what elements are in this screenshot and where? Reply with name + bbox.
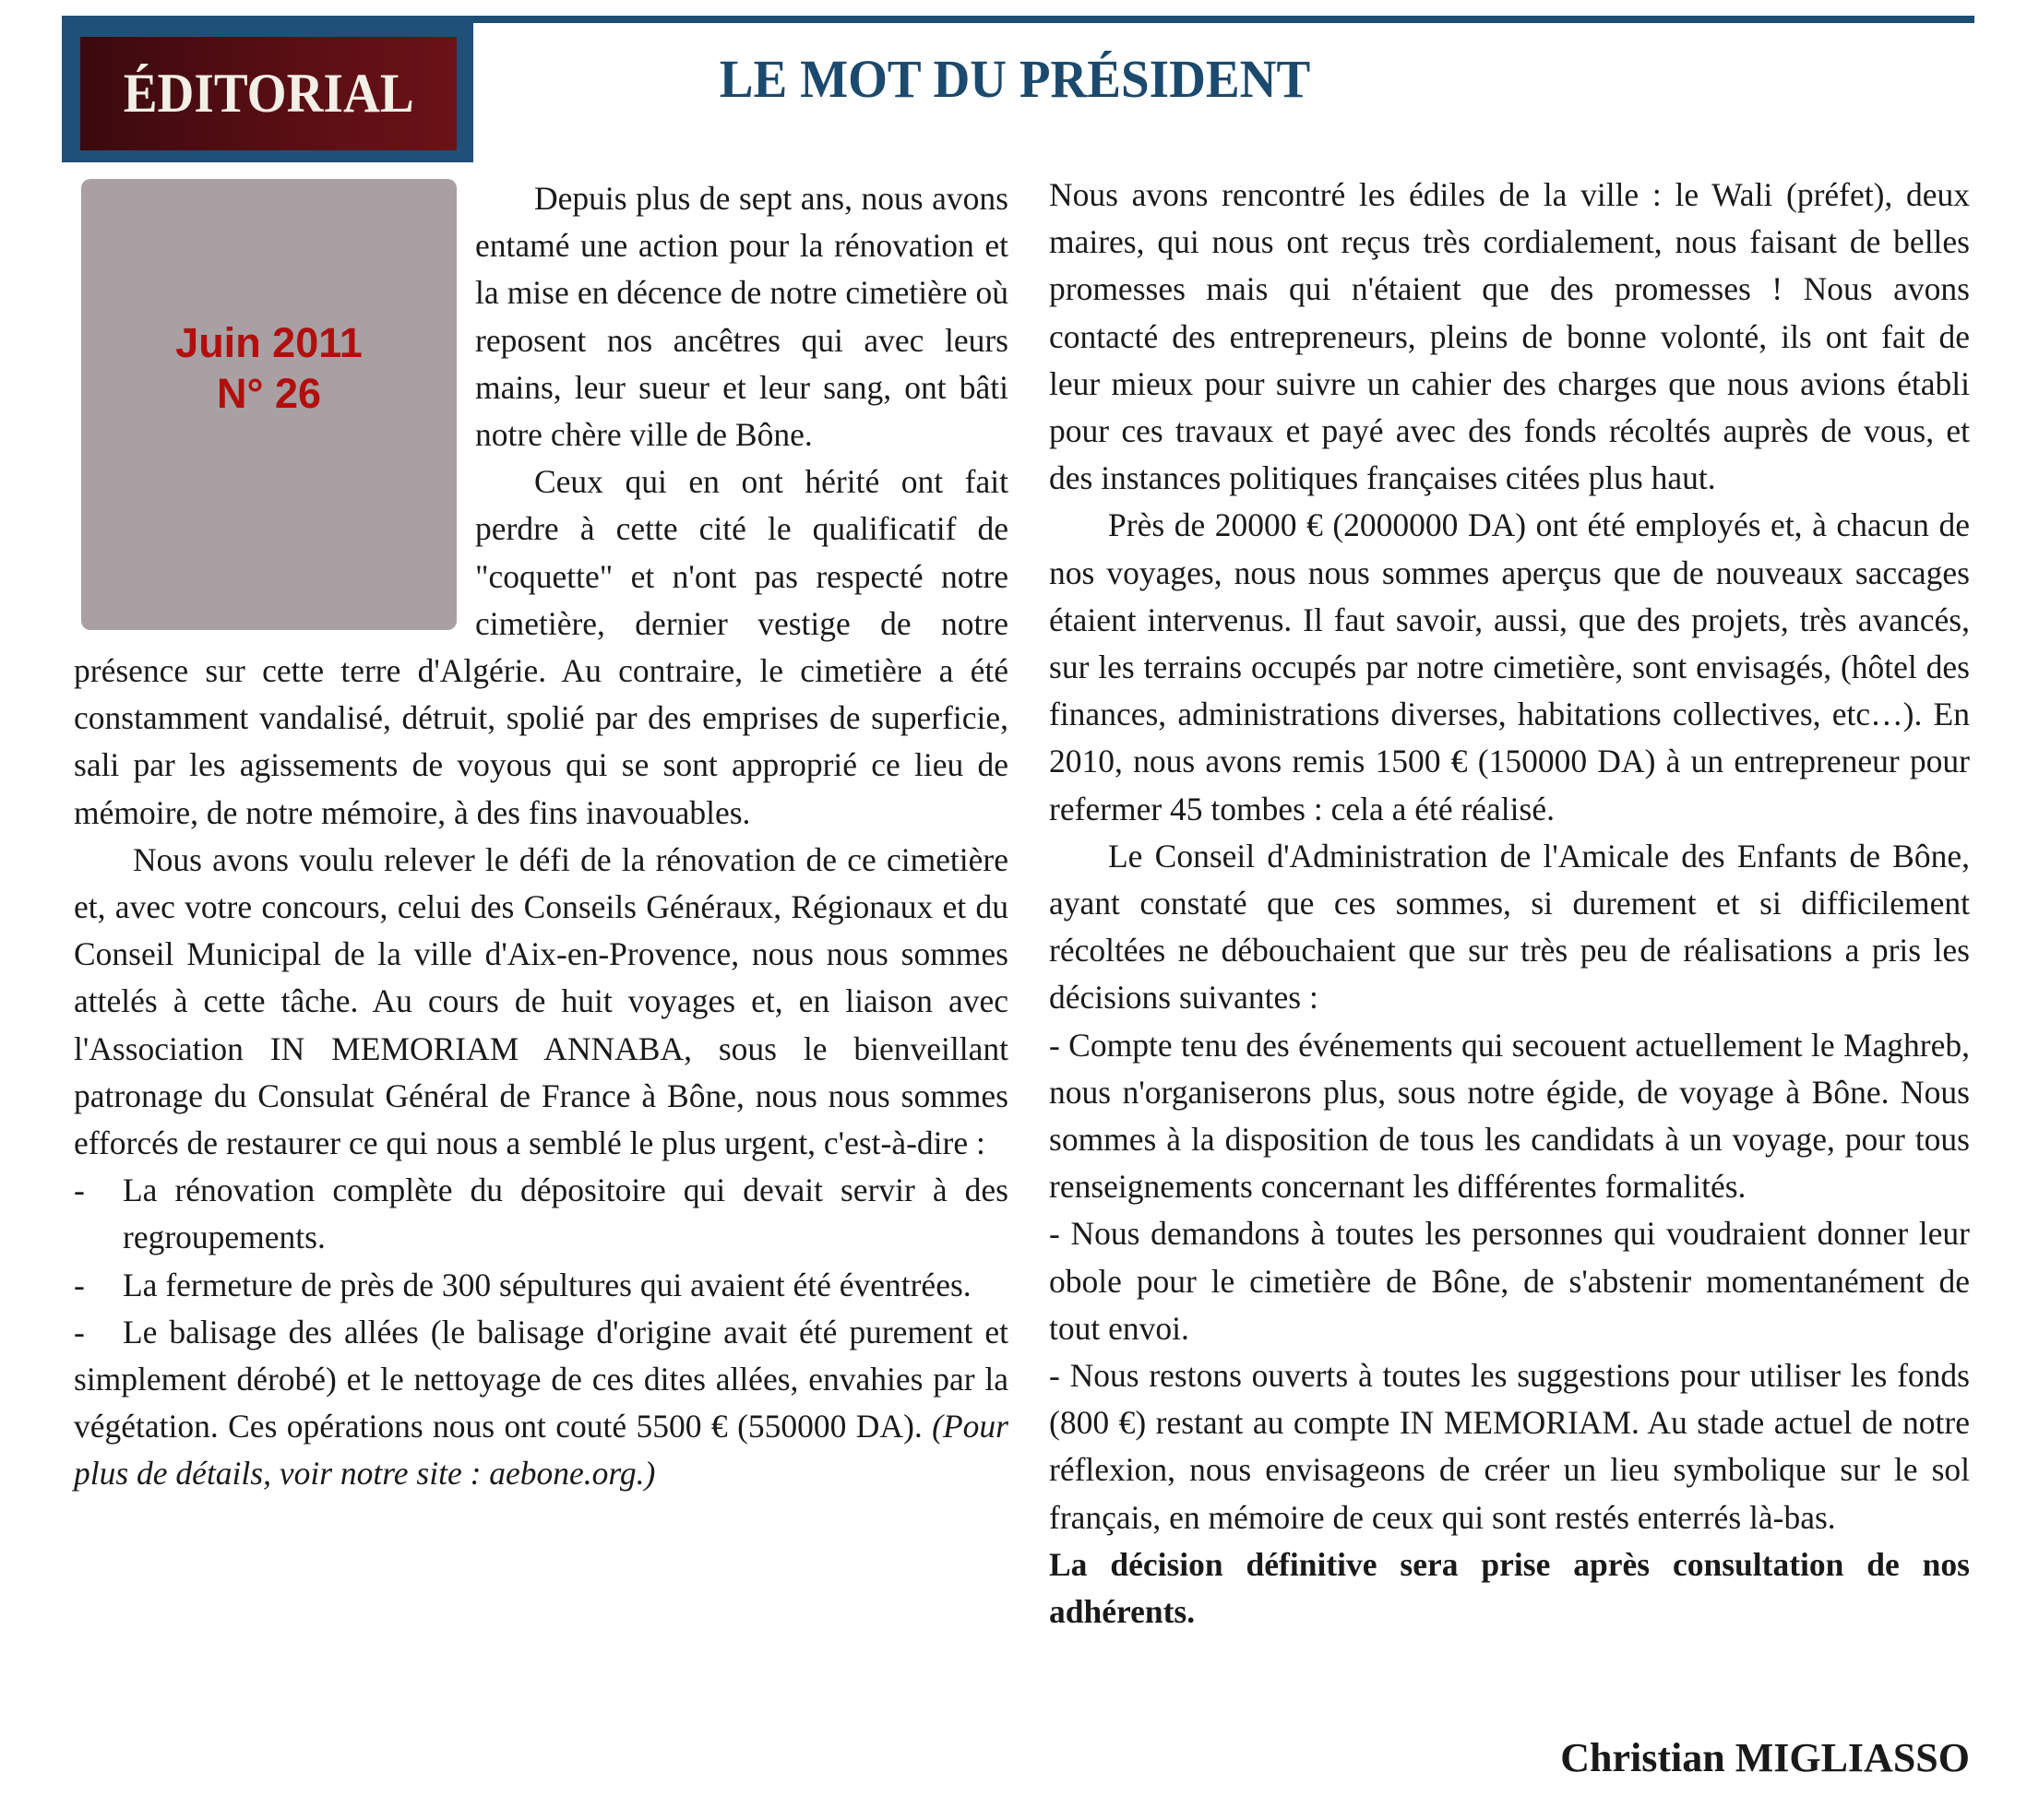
section-label-box [80,37,457,150]
page-title: LE MOT DU PRÉSIDENT [719,49,1311,109]
decision-item: - Compte tenu des événements qui secouent actuellement le Maghreb, nous n'organiserons plus, sous notre égide, de voyage à Bône. Nous sommes à la disposition de tous les candidats à un voyage, pour tous renseignements concernant les différentes formalités. [1049,1026,1970,1206]
issue-box [81,179,457,630]
paragraph: Depuis plus de sept ans, nous avons entamé une action pour la rénovation et la mise en décence de notre cimetière où reposent nos ancêtres qui avec leurs mains, leur sueur et leur sang, ont bâti notre chère ville de Bône. [475,180,1008,454]
right-column [1049,172,1970,1636]
paragraph: Près de 20000 € (2000000 DA) ont été employés et, à chacun de nos voyages, nous nous sommes aperçus que de nouveaux saccages étaient intervenus. Il faut savoir, aussi, que des projets, très avancés, sur les terrains occupés par notre cimetière, sont envisagés, (hôtel des finances, administrations diverses, habitations collectives, etc…). En 2010, nous avons remis 1500 € (150000 DA) à un entrepreneur pour refermer 45 tombes : cela a été réalisé. [1049,506,1970,827]
paragraph: Ceux qui en ont hérité ont fait perdre à cette cité le qualificatif de "coquette" et n'ont pas respecté notre cimetière, dernier vestige de notre présence sur cette terre d'Algérie. Au contraire, le cimetière a été constamment vandalisé, détruit, spolié par des emprises de superficie, sali par les agissements de voyous qui se sont approprié ce lieu de mémoire, de notre mémoire, à des fins inavouables. [74,463,1008,831]
paragraph: Le Conseil d'Administration de l'Amicale des Enfants de Bône, ayant constaté que ces sommes, si durement et si difficilement récoltées ne débouchaient que sur très peu de réalisations a pris les décisions suivantes : [1049,837,1970,1017]
signature: Christian MIGLIASSO [1560,1735,1970,1780]
left-column [74,175,1008,1498]
website-reference: (Pour plus de détails, voir notre site : aebone.org.) [74,1408,1008,1493]
section-label-frame [62,16,473,162]
decision-item: - Nous demandons à toutes les personnes qui voudraient donner leur obole pour le cimetière de Bône, de s'abstenir momentanément de tout envoi. [1049,1215,1970,1347]
list-item: - La rénovation complète du dépositoire qui devait servir à des regroupements. [74,1172,1008,1256]
paragraph: Nous avons rencontré les édiles de la ville : le Wali (préfet), deux maires, qui nous ont reçus très cordialement, nous faisant de belles promesses mais qui n'étaient que des promesses ! Nous avons contacté des entrepreneurs, pleins de bonne volonté, ils ont fait de leur mieux pour suivre un cahier des charges que nous avions établi pour ces travaux et payé avec des fonds récoltés auprès de vous, et des instances politiques françaises citées plus haut. [1049,176,1970,497]
list-item: - Le balisage des allées (le balisage d'origine avait été purement et simplement dérobé) et le nettoyage de ces dites allées, envahies par la végétation. Ces opérations nous ont couté 5500 € (550000 DA). (Pour plus de détails, voir notre site : aebone.org.) [74,1313,1008,1493]
list-item: - La fermeture de près de 300 sépultures qui avaient été éventrées. [74,1266,972,1303]
section-label: ÉDITORIAL [123,63,414,124]
issue-number: N° 26 [216,370,322,417]
paragraph: Nous avons voulu relever le défi de la rénovation de ce cimetière et, avec votre concours, celui des Conseils Généraux, Régionaux et du Conseil Municipal de la ville d'Aix-en-Provence, nous nous sommes attelés à cette tâche. Au cours de huit voyages et, en liaison avec l'Association IN MEMORIAM ANNABA, sous le bienveillant patronage du Consulat Général de France à Bône, nous nous sommes efforcés de restaurer ce qui nous a semblé le plus urgent, c'est-à-dire : [74,840,1008,1162]
decision-item: - Nous restons ouverts à toutes les suggestions pour utiliser les fonds (800 €) restant au compte IN MEMORIAM. Au stade actuel de notre réflexion, nous envisageons de créer un lieu symbolique sur le sol français, en mémoire de ceux qui sont restés enterrés là-bas. [1049,1357,1970,1536]
conclusion: La décision définitive sera prise après consultation de nos adhérents. [1049,1545,1970,1631]
issue-date: Juin 2011 [175,319,363,366]
